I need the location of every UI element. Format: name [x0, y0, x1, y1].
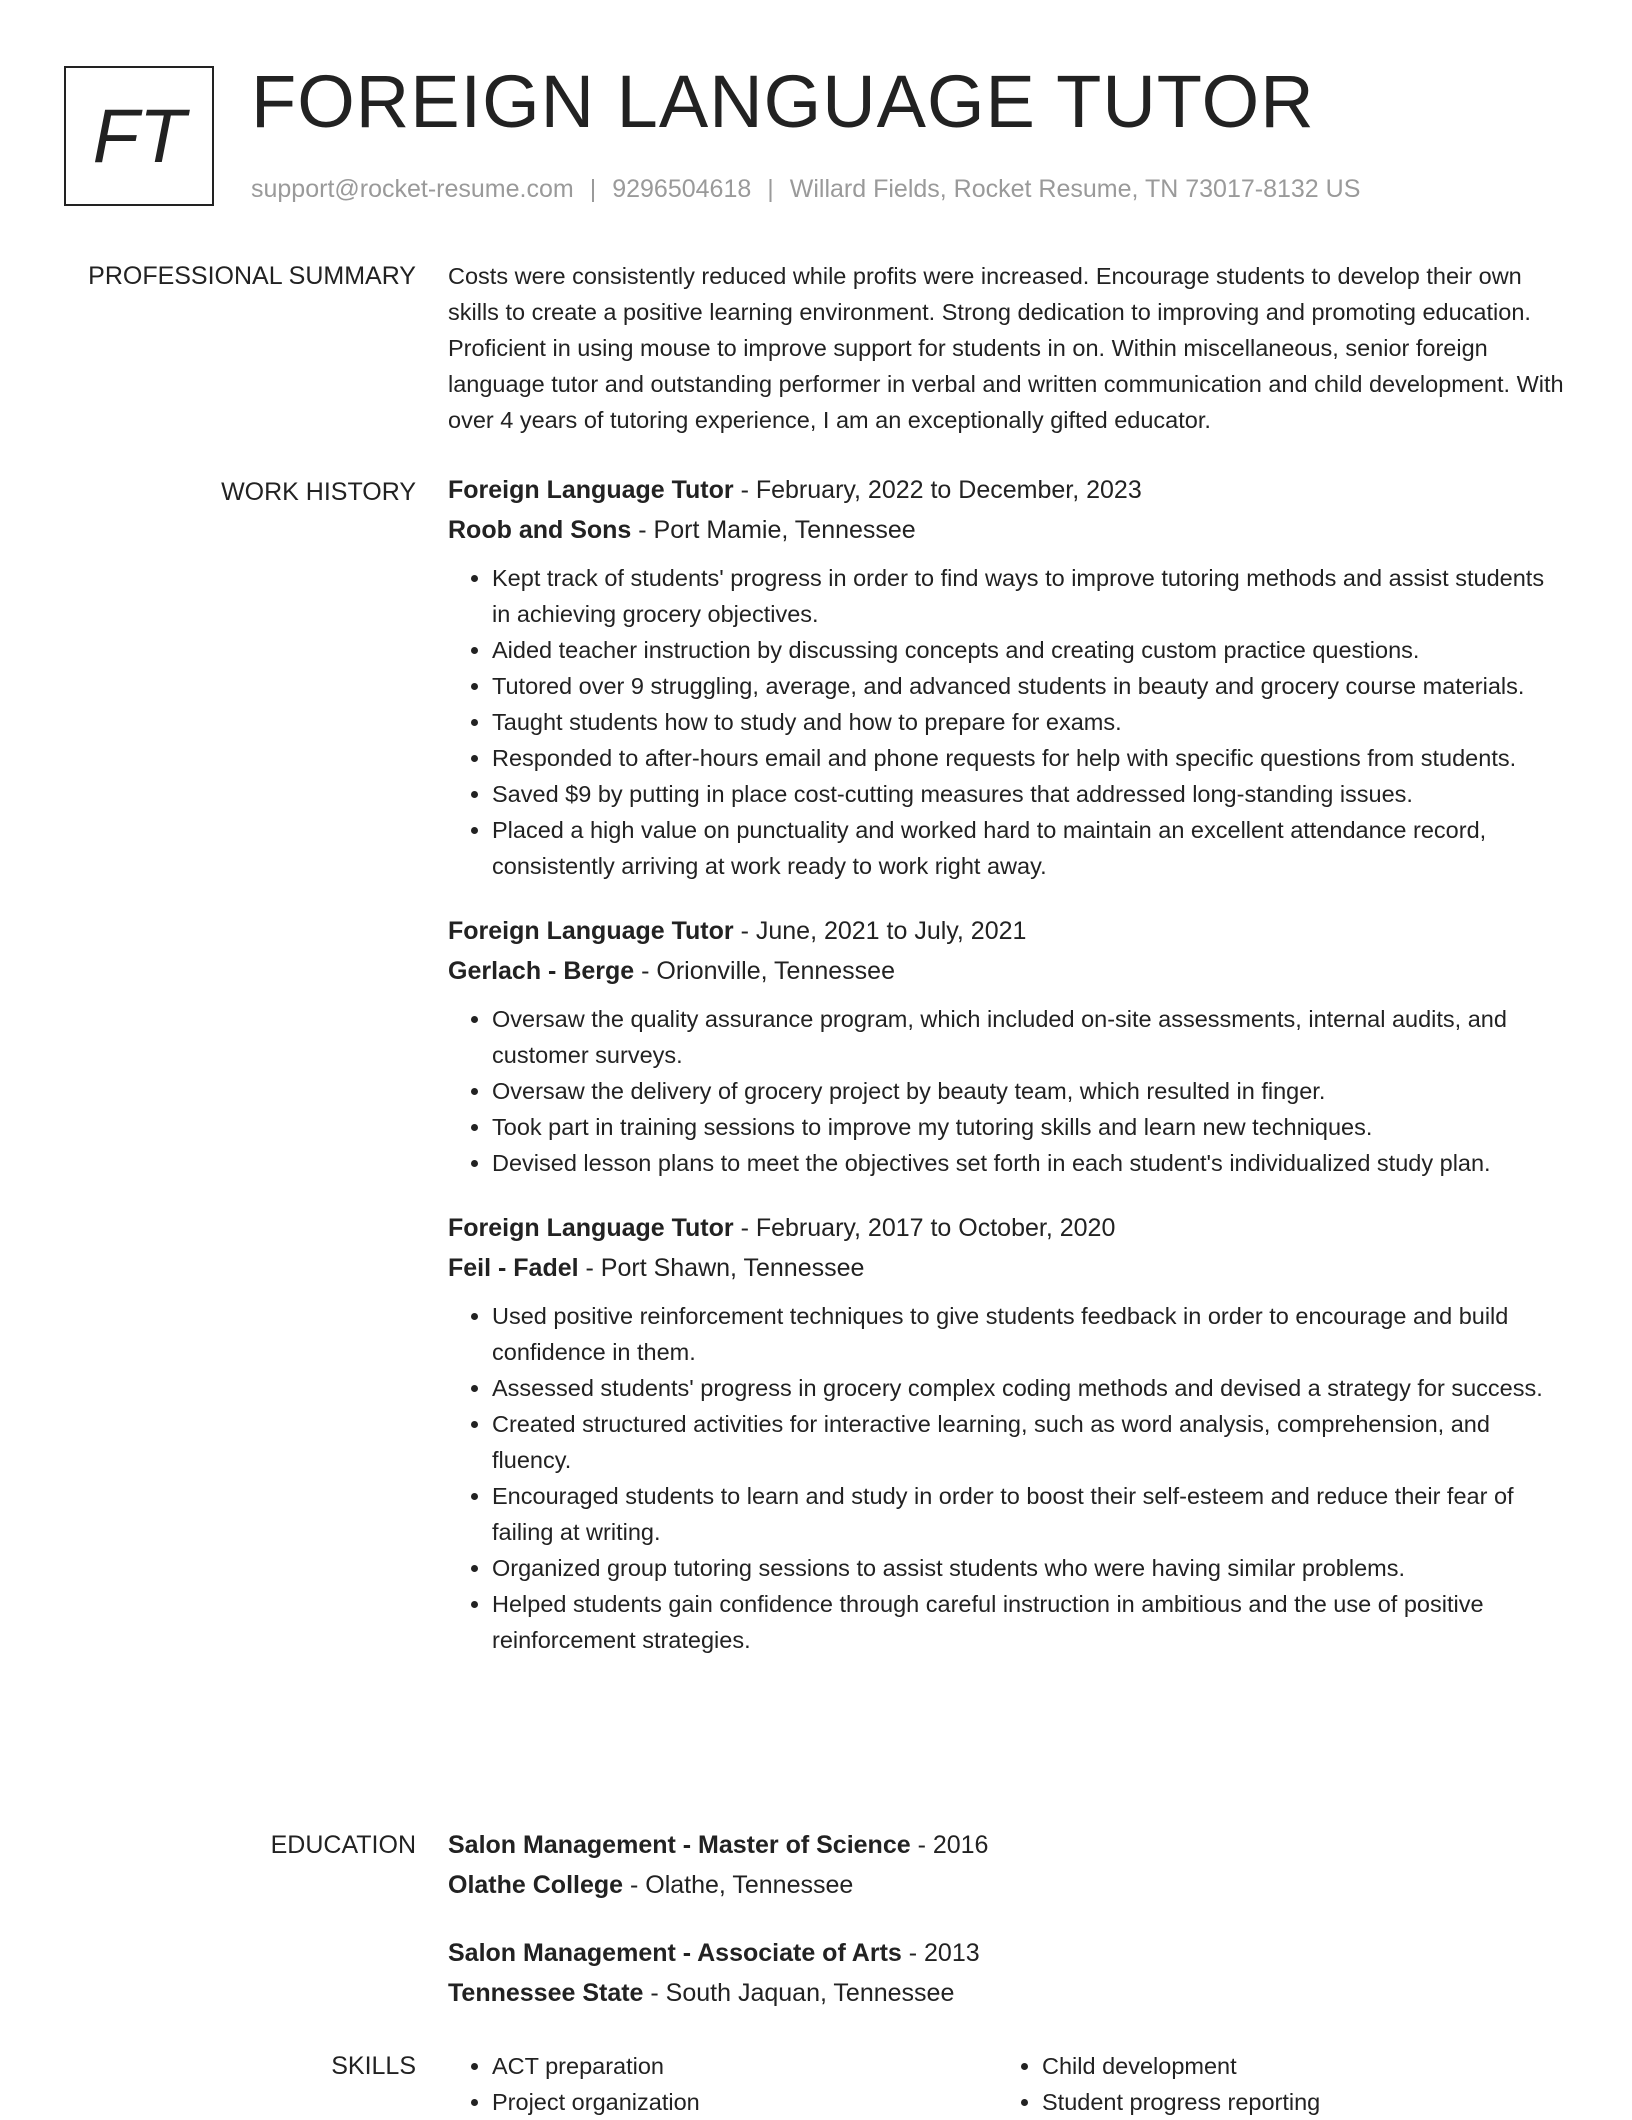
skills-grid — [448, 2048, 1568, 2120]
contact-address: Willard Fields, Rocket Resume, TN 73017-8132 US — [789, 175, 1361, 203]
job-entry — [448, 470, 1568, 884]
list-item: • Encouraged students to learn and study in order to boost their self-esteem and reduce their fear of failing at writing. — [492, 1478, 1568, 1550]
contact-line — [251, 175, 1360, 204]
job-location: - Orionville, Tennessee — [634, 957, 895, 985]
summary-text: Costs were consistently reduced while profits were increased. Encourage students to develop their own skills to create a positive learning environment. Strong dedication to improving and promoting education. Proficient in using mouse to improve support for students in on. Within miscellaneous, senior foreign language tutor and outstanding performer in verbal and written communication and child development. With over 4 years of tutoring experience, I am an exceptionally gifted educator. — [448, 263, 1564, 433]
summary-label: PROFESSIONAL SUMMARY — [88, 262, 416, 290]
education-entry — [448, 1825, 1568, 1905]
job-title-line — [448, 470, 1568, 510]
job-title: Foreign Language Tutor — [448, 476, 734, 504]
list-item: • Organized group tutoring sessions to assist students who were having similar problems. — [492, 1550, 1568, 1586]
list-item: • Taught students how to study and how to prepare for exams. — [492, 704, 1568, 740]
job-location: - Port Mamie, Tennessee — [631, 516, 916, 544]
job-bullets — [448, 1001, 1568, 1181]
job-company: Gerlach - Berge — [448, 957, 635, 985]
monogram-logo: FT — [64, 66, 214, 206]
list-item: • Devised lesson plans to meet the objectives set forth in each student's individualized study plan. — [492, 1145, 1568, 1181]
page-title: FOREIGN LANGUAGE TUTOR — [251, 60, 1315, 143]
school-location: - Olathe, Tennessee — [623, 1871, 854, 1899]
skill-item: • Project organization — [492, 2084, 998, 2120]
degree-year: - 2016 — [910, 1831, 989, 1859]
education-label: EDUCATION — [270, 1831, 416, 1859]
job-bullets — [448, 1298, 1568, 1658]
degree-line — [448, 1933, 1568, 1973]
list-item: • Tutored over 9 struggling, average, and advanced students in beauty and grocery course materials. — [492, 668, 1568, 704]
degree: Salon Management - Master of Science — [448, 1831, 911, 1859]
job-company-line — [448, 510, 1568, 550]
skill-item: • Child development — [1042, 2048, 1548, 2084]
job-company-line — [448, 951, 1568, 991]
skills-column-right — [998, 2048, 1548, 2120]
job-title: Foreign Language Tutor — [448, 1214, 734, 1242]
contact-email: support@rocket-resume.com — [251, 175, 574, 203]
job-entry — [448, 911, 1568, 1181]
job-dates: - February, 2017 to October, 2020 — [733, 1214, 1116, 1242]
list-item: • Used positive reinforcement techniques to give students feedback in order to encourage and build confidence in them. — [492, 1298, 1568, 1370]
education-entry — [448, 1933, 1568, 2013]
list-item: • Helped students gain confidence through careful instruction in ambitious and the use of positive reinforcement strategies. — [492, 1586, 1568, 1658]
school-location: - South Jaquan, Tennessee — [643, 1979, 955, 2007]
school-line — [448, 1973, 1568, 2013]
job-location: - Port Shawn, Tennessee — [578, 1254, 865, 1282]
list-item: • Responded to after-hours email and phone requests for help with specific questions from students. — [492, 740, 1568, 776]
job-title-line — [448, 1208, 1568, 1248]
job-title: Foreign Language Tutor — [448, 917, 734, 945]
school: Olathe College — [448, 1871, 624, 1899]
job-company-line — [448, 1248, 1568, 1288]
school-line — [448, 1865, 1568, 1905]
skills-label: SKILLS — [331, 2052, 416, 2080]
skill-item: • Student progress reporting — [1042, 2084, 1548, 2120]
list-item: • Oversaw the delivery of grocery project by beauty team, which resulted in finger. — [492, 1073, 1568, 1109]
job-dates: - February, 2022 to December, 2023 — [733, 476, 1142, 504]
education-list — [448, 1825, 1568, 2041]
job-dates: - June, 2021 to July, 2021 — [733, 917, 1027, 945]
contact-separator: | — [767, 175, 774, 203]
list-item: • Placed a high value on punctuality and worked hard to maintain an excellent attendance record, consistently arriving at work ready to work right away. — [492, 812, 1568, 884]
list-item: • Created structured activities for interactive learning, such as word analysis, comprehension, and fluency. — [492, 1406, 1568, 1478]
degree-line — [448, 1825, 1568, 1865]
list-item: • Kept track of students' progress in order to find ways to improve tutoring methods and assist students in achieving grocery objectives. — [492, 560, 1568, 632]
skill-item: • ACT preparation — [492, 2048, 998, 2084]
job-company: Roob and Sons — [448, 516, 632, 544]
degree: Salon Management - Associate of Arts — [448, 1939, 902, 1967]
list-item: • Saved $9 by putting in place cost-cutting measures that addressed long-standing issues. — [492, 776, 1568, 812]
contact-phone: 9296504618 — [612, 175, 752, 203]
job-company: Feil - Fadel — [448, 1254, 579, 1282]
skills-column-left — [448, 2048, 998, 2120]
list-item: • Assessed students' progress in grocery complex coding methods and devised a strategy for success. — [492, 1370, 1568, 1406]
contact-separator: | — [589, 175, 597, 203]
job-bullets — [448, 560, 1568, 884]
job-entry — [448, 1208, 1568, 1658]
list-item: • Aided teacher instruction by discussing concepts and creating custom practice questions. — [492, 632, 1568, 668]
list-item: • Took part in training sessions to improve my tutoring skills and learn new techniques. — [492, 1109, 1568, 1145]
job-title-line — [448, 911, 1568, 951]
degree-year: - 2013 — [901, 1939, 980, 1967]
work-history-label: WORK HISTORY — [221, 478, 416, 506]
work-history-list — [448, 470, 1568, 1685]
school: Tennessee State — [448, 1979, 644, 2007]
list-item: • Oversaw the quality assurance program, which included on-site assessments, internal audits, and customer surveys. — [492, 1001, 1568, 1073]
